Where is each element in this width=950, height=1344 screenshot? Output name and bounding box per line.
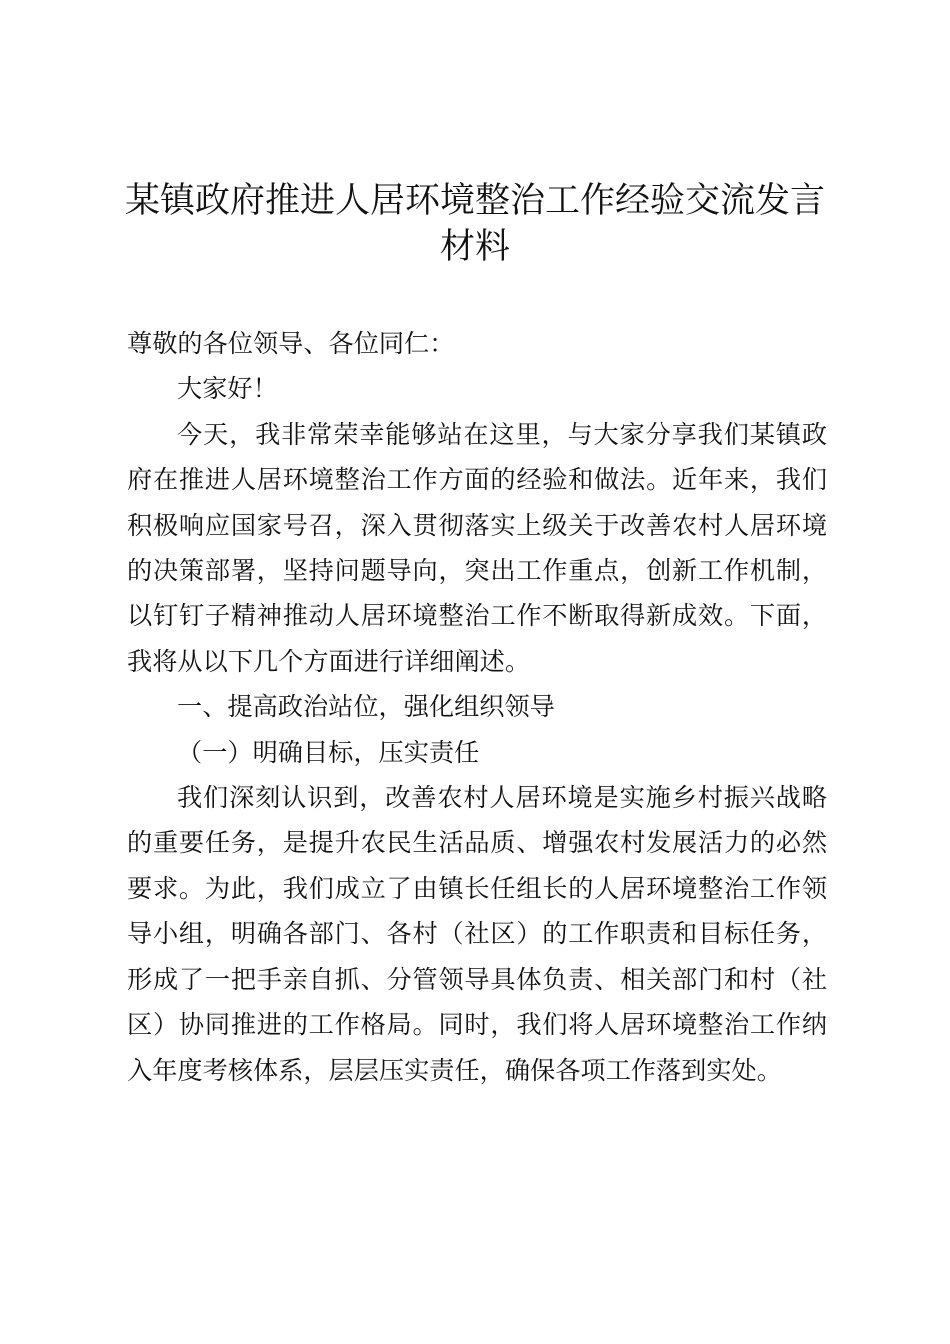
subsection-heading-1: （一）明确目标，压实责任	[177, 737, 480, 767]
document-title-line-2: 材料	[439, 227, 510, 267]
intro-paragraph: 今天，我非常荣幸能够站在这里，与大家分享我们某镇政府在推进人居环境整治工作方面的经验和做法。近年来，我们积极响应国家号召，深入贯彻落实上级关于改善农村人居环境的决策部署，坚持问题导向，突出工作重点，创新工作机制，以钉钉子精神推动人居环境整治工作不断取得新成效。下面，我将从以下几个方面进行详细阐述。	[127, 419, 827, 676]
greeting: 大家好！	[177, 374, 278, 404]
document-title-line-1: 某镇政府推进人居环境整治工作经验交流发言	[124, 181, 825, 221]
salutation: 尊敬的各位领导、各位同仁：	[127, 329, 455, 358]
section-heading-1: 一、提高政治站位，强化组织领导	[177, 692, 555, 722]
subsection-paragraph-1: 我们深刻认识到，改善农村人居环境是实施乡村振兴战略的重要任务，是提升农民生活品质、增强农村发展活力的必然要求。为此，我们成立了由镇长任组长的人居环境整治工作领导小组，明确各部门、各村（社区）的工作职责和目标任务，形成了一把手亲自抓、分管领导具体负责、相关部门和村（社区）协同推进的工作格局。同时，我们将人居环境整治工作纳入年度考核体系，层层压实责任，确保各项工作落到实处。	[127, 783, 827, 1085]
document-body	[127, 321, 827, 1093]
